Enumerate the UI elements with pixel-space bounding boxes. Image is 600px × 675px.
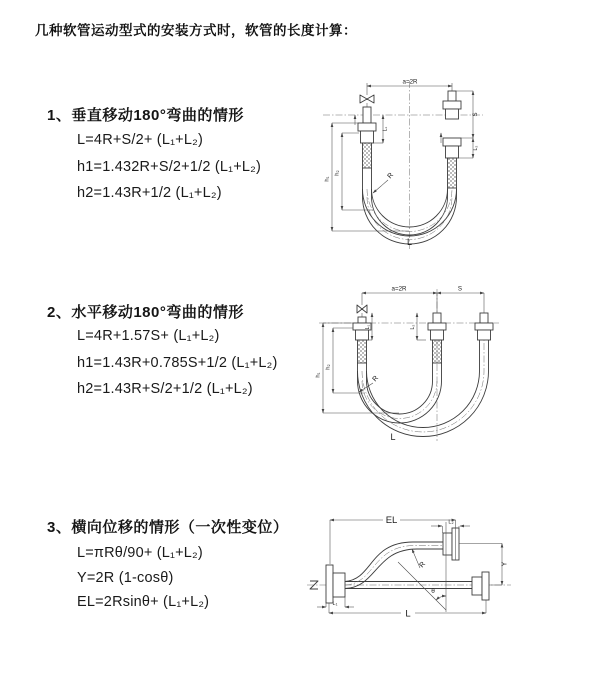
page-title: 几种软管运动型式的安装方式时，软管的长度计算： [35,23,357,38]
dim-label-a2r: a=2R [391,285,407,293]
section-3-heading: 3、横向位移的情形（一次性变位） [47,519,289,536]
dim-extension-lines [362,293,484,313]
section-2-heading: 2、水平移动180°弯曲的情形 [47,304,244,321]
dim-label-s: S [457,285,463,293]
section-3-formula-EL: EL=2Rsinθ+ (L₁+L₂) [77,594,210,610]
upper-flange-displaced [443,528,459,560]
left-flange [326,565,345,603]
dim-label-r: R [418,560,428,570]
dim-label-l1: L₁ [332,601,338,607]
dim-label-r: R [386,171,396,181]
dim-label-l1: L₁ [365,324,371,330]
section-1-formula-L: L=4R+S/2+ (L₁+L₂) [77,132,203,148]
dim-label-l2: L₂ [410,324,416,330]
dim-label-h1: h₁ [315,372,322,378]
angle-arc [436,596,446,600]
section-2-formula-h1: h1=1.43R+0.785S+1/2 (L₁+L₂) [77,355,278,371]
dim-label-l: L [406,237,413,247]
dim-label-s: S [473,112,479,117]
braided-hose-section [358,340,367,363]
section-1-formula-h1: h1=1.432R+S/2+1/2 (L₁+L₂) [77,159,262,175]
dim-label-theta: θ [431,588,435,595]
dim-label-r: R [371,374,381,384]
dim-label-h1: h₁ [324,176,331,182]
diagram-lateral-displacement [303,500,515,628]
leader-line-r [359,383,373,392]
dim-label-l: L [390,432,396,442]
valve-icon [360,95,374,103]
section-3-formula-L: L=πRθ/90+ (L₁+L₂) [77,545,203,561]
chord-line [398,562,446,610]
diagram-vertical-180-bend [315,73,507,251]
braided-hose-section [433,340,442,363]
dim-label-l1: L₁ [382,126,389,132]
valve-icon [357,305,367,313]
dim-label-el: EL [385,515,398,526]
left-fitting [358,103,376,168]
right-fitting-displaced [475,313,493,340]
diagram-horizontal-180-bend [313,283,505,455]
braided-hose-section [363,143,372,168]
section-2-formula-L: L=4R+1.57S+ (L₁+L₂) [77,328,220,344]
dim-label-l: L [405,608,411,620]
dim-label-l2: L₂ [473,145,479,151]
dim-label-a2r: a=2R [402,78,418,86]
dim-label-h2: h₂ [334,170,341,176]
dim-label-y: Y [501,561,509,567]
section-3-formula-Y: Y=2R (1-cosθ) [77,570,174,586]
dim-label-h2: h₂ [325,364,332,370]
leader-line-r [373,180,388,193]
hose-u-bend [358,340,489,437]
section-2-formula-h2: h2=1.43R+S/2+1/2 (L₁+L₂) [77,381,253,397]
right-fitting-lower [443,138,461,188]
right-flange-initial [472,572,489,600]
braided-hose-section [448,158,457,188]
section-1-heading: 1、垂直移动180°弯曲的情形 [47,107,244,124]
section-1-formula-h2: h2=1.43R+1/2 (L₁+L₂) [77,185,222,201]
middle-fitting [428,313,446,363]
dim-label-l2: L₂ [448,519,454,526]
right-fitting-upper [443,91,461,119]
